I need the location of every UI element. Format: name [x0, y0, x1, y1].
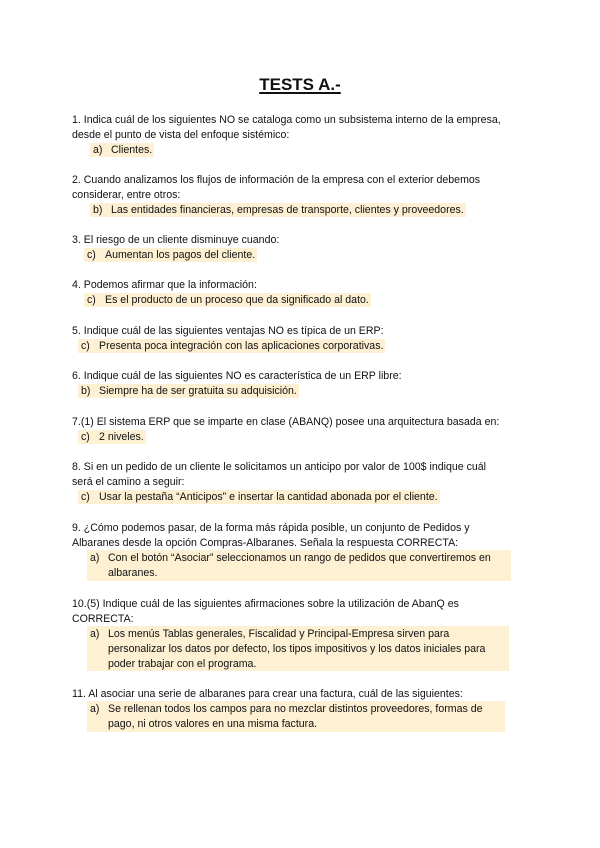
answer-1-letter: a) — [93, 144, 103, 156]
answer-10-line-3: poder trabajar con el programa. — [108, 658, 257, 670]
answer-7 — [78, 430, 146, 445]
answer-4 — [84, 293, 371, 308]
answer-11-text-1: Se rellenan todos los campos para no mezclar distintos proveedores, formas de — [108, 703, 483, 715]
answer-2 — [90, 203, 466, 218]
question-10-line-2: CORRECTA: — [72, 613, 134, 625]
answer-11-letter: a) — [90, 703, 100, 715]
question-1-line-2: desde el punto de vista del enfoque sistémico: — [72, 129, 290, 141]
answer-10-letter: a) — [90, 628, 100, 640]
question-7-line-1: 7.(1) El sistema ERP que se imparte en clase (ABANQ) posee una arquitectura basada en: — [72, 416, 500, 428]
answer-11-line-2: pago, ni otros valores en una misma factura. — [108, 718, 318, 730]
question-6-line-1: 6. Indique cuál de las siguientes NO es característica de un ERP libre: — [72, 370, 402, 382]
answer-8-letter: c) — [81, 491, 90, 503]
question-8-line-2: será el camino a seguir: — [72, 476, 185, 488]
page-title: TESTS A.- — [259, 75, 341, 94]
answer-5-text: Presenta poca integración con las aplicaciones corporativas. — [99, 340, 384, 352]
answer-4-text: Es el producto de un proceso que da significado al dato. — [105, 294, 369, 306]
question-9-line-1: 9. ¿Cómo podemos pasar, de la forma más rápida posible, un conjunto de Pedidos y — [72, 522, 470, 534]
question-2-line-1: 2. Cuando analizamos los flujos de información de la empresa con el exterior debemos — [72, 174, 481, 186]
answer-6 — [78, 384, 299, 399]
answer-8 — [78, 490, 440, 505]
answer-9-line-1 — [90, 551, 491, 566]
answer-6-letter: b) — [81, 385, 91, 397]
answer-1 — [90, 143, 154, 158]
question-4-line-1: 4. Podemos afirmar que la información: — [72, 279, 257, 291]
answer-10-text-1: Los menús Tablas generales, Fiscalidad y Principal-Empresa sirven para — [108, 628, 450, 640]
question-9-line-2: Albaranes desde la opción Compras-Albaranes. Señala la respuesta CORRECTA: — [72, 537, 459, 549]
answer-3-letter: c) — [87, 249, 96, 261]
question-5-line-1: 5. Indique cuál de las siguientes ventajas NO es típica de un ERP: — [72, 325, 384, 337]
question-10-line-1: 10.(5) Indique cuál de las siguientes afirmaciones sobre la utilización de AbanQ es — [72, 598, 459, 610]
answer-1-text: Clientes. — [111, 144, 153, 156]
answer-9-letter: a) — [90, 552, 100, 564]
answer-9-line-2: albaranes. — [108, 567, 158, 579]
question-2-line-2: considerar, entre otros: — [72, 189, 181, 201]
answer-3 — [84, 248, 257, 263]
answer-6-text: Siempre ha de ser gratuita su adquisición. — [99, 385, 297, 397]
answer-9-text-1: Con el botón “Asociar” seleccionamos un rango de pedidos que convertiremos en — [108, 552, 491, 564]
answer-2-text: Las entidades financieras, empresas de transporte, clientes y proveedores. — [111, 204, 464, 216]
answer-10-line-2: personalizar los datos por defecto, los tipos impositivos y los datos iniciales para — [108, 643, 486, 655]
question-8-line-1: 8. Si en un pedido de un cliente le solicitamos un anticipo por valor de 100$ indique cuál — [72, 461, 487, 473]
answer-3-text: Aumentan los pagos del cliente. — [105, 249, 256, 261]
question-11-line-1: 11. Al asociar una serie de albaranes para crear una factura, cuál de las siguientes: — [72, 688, 463, 700]
answer-7-text: 2 niveles. — [99, 431, 144, 443]
answer-4-letter: c) — [87, 294, 96, 306]
answer-5-letter: c) — [81, 340, 90, 352]
question-1-line-1: 1. Indica cuál de los siguientes NO se cataloga como un subsistema interno de la empresa, — [72, 114, 501, 126]
answer-2-letter: b) — [93, 204, 103, 216]
answer-11-line-1 — [90, 702, 483, 717]
answer-8-text: Usar la pestaña “Anticipos” e insertar la cantidad abonada por el cliente. — [99, 491, 438, 503]
answer-10-line-1 — [90, 627, 449, 642]
answer-5 — [78, 339, 385, 354]
answer-7-letter: c) — [81, 431, 90, 443]
question-3-line-1: 3. El riesgo de un cliente disminuye cuando: — [72, 234, 280, 246]
